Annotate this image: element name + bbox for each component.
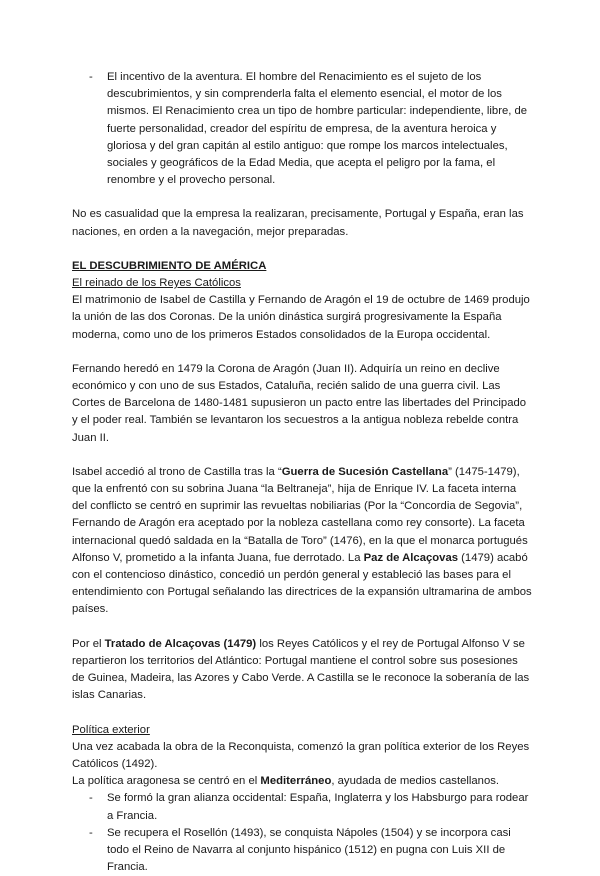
paragraph-fernando: Fernando heredó en 1479 la Corona de Aragón (Juan II). Adquiría un reino en declive económico y con uno de sus Estados, Cataluña, recién salido de una guerra civil. Las Cortes de Barcelona de 1480-1481 supusieron un pacto entre las libertades del Principado y el poder real. También se levantaron los secuestros a la antigua nobleza rebelde contra Juan II. bbox=[72, 362, 527, 444]
spacer bbox=[72, 447, 532, 464]
spacer bbox=[72, 619, 532, 636]
bullet-text: Se formó la gran alianza occidental: España, Inglaterra y los Habsburgo para rodear a Francia. bbox=[107, 792, 529, 822]
text-run: Isabel accedió al trono de Castilla tras la “ bbox=[72, 465, 282, 478]
text-run: , ayudada de medios castellanos. bbox=[331, 775, 500, 788]
bold-term-mediterraneo: Mediterráneo bbox=[260, 775, 332, 788]
bullet-rosellon bbox=[72, 825, 532, 876]
paragraph-isabel bbox=[72, 464, 532, 619]
spacer bbox=[72, 189, 532, 206]
spacer bbox=[72, 705, 532, 722]
text-run: ” (1475-1479), que la enfrentó con su sobrina Juana “la Beltraneja”, hija de Enrique IV. La faceta interna del conflicto se centró en suprimir las revueltas nobiliarias (Por la “Concordia de Segovia”, Fernando de Aragón era aceptado por la nobleza castellana como rey consorte). La faceta internacional quedó saldada en la “Batalla de Toro” (1476), en la que el monarca portugués Alfonso V, prometido a la infanta Juana, fue derrotado. La bbox=[72, 465, 528, 564]
bold-term-tratado: Tratado de Alcaçovas (1479) bbox=[104, 637, 257, 650]
spacer bbox=[72, 241, 532, 258]
bullet-dash: - bbox=[89, 826, 93, 839]
paragraph-matrimonio: El matrimonio de Isabel de Castilla y Fernando de Aragón el 19 de octubre de 1469 produjo la unión de las dos Coronas. De la unión dinástica surgirá progresivamente la España moderna, como uno de los primeros Estados consolidados de la Europa occidental. bbox=[72, 294, 530, 341]
paragraph-tratado bbox=[72, 636, 532, 705]
bullet-dash: - bbox=[89, 792, 93, 805]
section-heading: EL DESCUBRIMIENTO DE AMÉRICA bbox=[72, 259, 267, 272]
text-run: los Reyes Católicos y el rey de Portugal Alfonso V se repartieron los territorios del Atlántico: Portugal mantiene el control sobre sus posesiones de Guinea, Madeira, las Azores y Cabo Verde. A Castilla se le reconoce la soberanía de las islas Canarias. bbox=[72, 637, 530, 702]
bullet-text: El incentivo de la aventura. El hombre del Renacimiento es el sujeto de los descubrimientos, y sin comprenderla falta el elemento esencial, el motor de los mismos. El Renacimiento crea un tipo de hombre particular: independiente, libre, de fuerte personalidad, creador del espíritu de empresa, de la aventura heroica y gloriosa y del gran capitán al estilo antiguo: que rompe los marcos intelectuales, sociales y geográficos de la Edad Media, que acepta el peligro por la fama, el renombre y el provecho personal. bbox=[107, 71, 528, 187]
document-page bbox=[72, 69, 532, 876]
paragraph-aragonesa bbox=[72, 773, 532, 790]
bold-term-guerra: Guerra de Sucesión Castellana bbox=[281, 465, 449, 478]
spacer bbox=[72, 344, 532, 361]
subsection-heading-reyes: El reinado de los Reyes Católicos bbox=[72, 277, 241, 290]
subsection-heading-politica: Política exterior bbox=[72, 723, 150, 736]
bullet-alianza bbox=[72, 790, 532, 824]
intro-paragraph: No es casualidad que la empresa la realizaran, precisamente, Portugal y España, eran las naciones, en orden a la navegación, mejor preparadas. bbox=[72, 208, 524, 238]
bullet-aventura bbox=[72, 69, 532, 189]
text-run: La política aragonesa se centró en el bbox=[72, 775, 261, 788]
text-run: Por el bbox=[72, 637, 105, 650]
paragraph-reconquista: Una vez acabada la obra de la Reconquista, comenzó la gran política exterior de los Reyes Católicos (1492). bbox=[72, 740, 530, 770]
bold-term-paz: Paz de Alcaçovas bbox=[363, 551, 459, 564]
bullet-dash: - bbox=[89, 71, 93, 83]
text-run: (1479) acabó con el contencioso dinástico, concedió un perdón general y estableció las bases para el entendimiento con Portugal señalando las directrices de la expansión ultramarina de ambos países. bbox=[72, 551, 532, 616]
bullet-text: Se recupera el Rosellón (1493), se conquista Nápoles (1504) y se incorpora casi todo el Reino de Navarra al conjunto hispánico (1512) en pugna con Luis XII de Francia. bbox=[107, 826, 511, 874]
